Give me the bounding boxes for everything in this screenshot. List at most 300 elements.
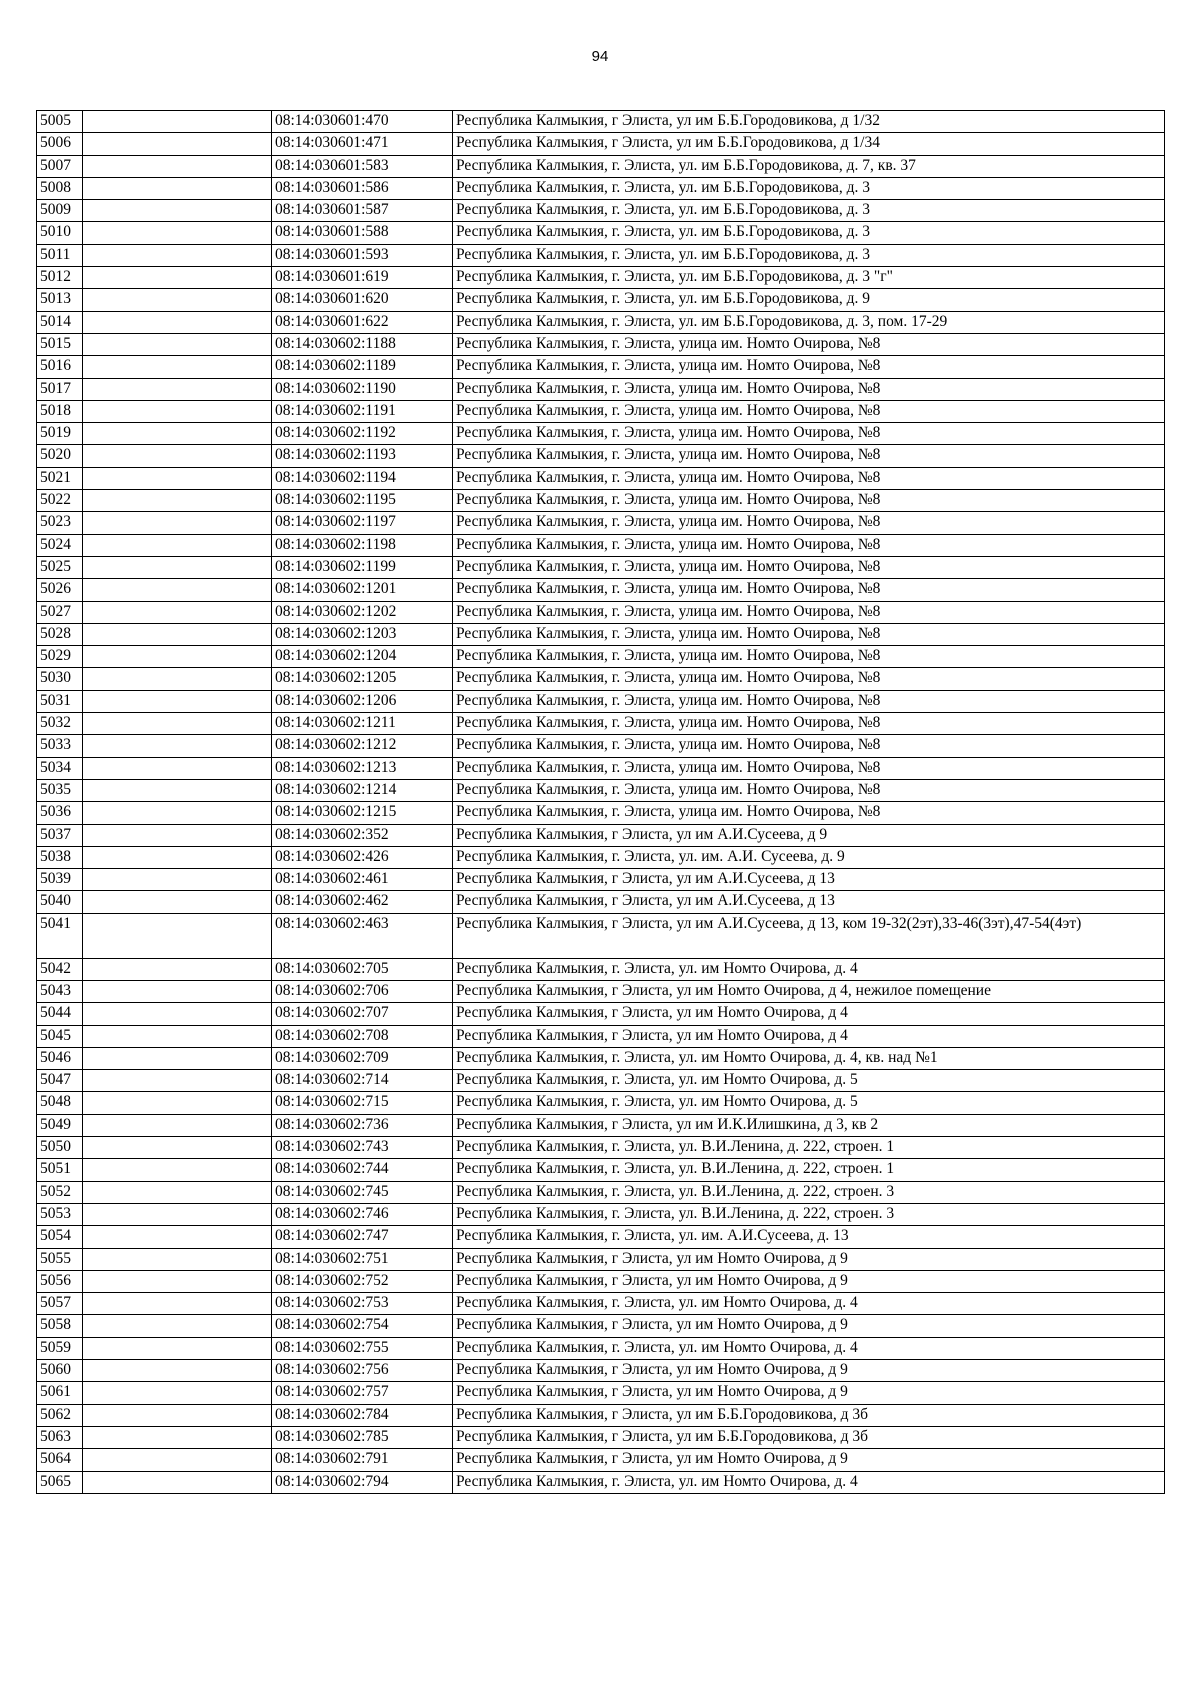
row-number-cell: 5027 <box>37 601 83 623</box>
cadastral-number-cell: 08:14:030602:753 <box>272 1293 453 1315</box>
cadastral-number-cell: 08:14:030601:620 <box>272 289 453 311</box>
cadastral-number-cell: 08:14:030602:707 <box>272 1003 453 1025</box>
table-row <box>37 869 1165 891</box>
row-number-cell: 5059 <box>37 1337 83 1359</box>
row-number-cell: 5035 <box>37 779 83 801</box>
address-cell: Республика Калмыкия, г. Элиста, ул. им Номто Очирова, д. 4 <box>453 1471 1165 1493</box>
address-cell: Республика Калмыкия, г. Элиста, ул. В.И.Ленина, д. 222, строен. 3 <box>453 1203 1165 1225</box>
row-blank-cell <box>83 1003 272 1025</box>
cadastral-number-cell: 08:14:030602:708 <box>272 1025 453 1047</box>
cadastral-number-cell: 08:14:030602:715 <box>272 1092 453 1114</box>
row-number-cell: 5034 <box>37 757 83 779</box>
table-row <box>37 1293 1165 1315</box>
cadastral-number-cell: 08:14:030602:756 <box>272 1360 453 1382</box>
cadastral-number-cell: 08:14:030602:1201 <box>272 579 453 601</box>
address-cell: Республика Калмыкия, г. Элиста, ул. им Номто Очирова, д. 4, кв. над №1 <box>453 1047 1165 1069</box>
address-cell: Республика Калмыкия, г Элиста, ул им А.И.Сусеева, д 13 <box>453 869 1165 891</box>
table-row <box>37 356 1165 378</box>
table-row <box>37 1382 1165 1404</box>
row-blank-cell <box>83 891 272 913</box>
cadastral-number-cell: 08:14:030602:736 <box>272 1114 453 1136</box>
row-blank-cell <box>83 267 272 289</box>
cadastral-number-cell: 08:14:030602:791 <box>272 1449 453 1471</box>
row-blank-cell <box>83 980 272 1002</box>
address-cell: Республика Калмыкия, г. Элиста, ул. им Б.Б.Городовикова, д. 3 <box>453 222 1165 244</box>
cadastral-number-cell: 08:14:030602:784 <box>272 1404 453 1426</box>
row-blank-cell <box>83 490 272 512</box>
row-blank-cell <box>83 646 272 668</box>
row-blank-cell <box>83 1404 272 1426</box>
table-row <box>37 623 1165 645</box>
row-blank-cell <box>83 200 272 222</box>
table-row <box>37 891 1165 913</box>
address-cell: Республика Калмыкия, г Элиста, ул им Б.Б.Городовикова, д 1/34 <box>453 133 1165 155</box>
address-cell: Республика Калмыкия, г. Элиста, улица им. Номто Очирова, №8 <box>453 556 1165 578</box>
table-row <box>37 512 1165 534</box>
address-cell: Республика Калмыкия, г. Элиста, улица им. Номто Очирова, №8 <box>453 333 1165 355</box>
cadastral-number-cell: 08:14:030602:747 <box>272 1226 453 1248</box>
row-number-cell: 5023 <box>37 512 83 534</box>
address-cell: Республика Калмыкия, г. Элиста, ул. им Номто Очирова, д. 4 <box>453 958 1165 980</box>
address-cell: Республика Калмыкия, г. Элиста, улица им. Номто Очирова, №8 <box>453 400 1165 422</box>
table-row <box>37 690 1165 712</box>
cadastral-number-cell: 08:14:030602:1192 <box>272 423 453 445</box>
cadastral-number-cell: 08:14:030602:1212 <box>272 735 453 757</box>
table-row <box>37 222 1165 244</box>
cadastral-number-cell: 08:14:030601:583 <box>272 155 453 177</box>
row-number-cell: 5056 <box>37 1270 83 1292</box>
row-blank-cell <box>83 579 272 601</box>
cadastral-number-cell: 08:14:030602:794 <box>272 1471 453 1493</box>
table-row <box>37 423 1165 445</box>
row-blank-cell <box>83 735 272 757</box>
address-cell: Республика Калмыкия, г. Элиста, улица им. Номто Очирова, №8 <box>453 802 1165 824</box>
row-number-cell: 5005 <box>37 111 83 133</box>
table-row <box>37 1159 1165 1181</box>
row-number-cell: 5051 <box>37 1159 83 1181</box>
row-number-cell: 5046 <box>37 1047 83 1069</box>
row-blank-cell <box>83 1159 272 1181</box>
cadastral-number-cell: 08:14:030602:785 <box>272 1426 453 1448</box>
cadastral-number-cell: 08:14:030602:1205 <box>272 668 453 690</box>
row-blank-cell <box>83 1092 272 1114</box>
cadastral-number-cell: 08:14:030602:757 <box>272 1382 453 1404</box>
address-cell: Республика Калмыкия, г Элиста, ул им Б.Б.Городовикова, д 3б <box>453 1404 1165 1426</box>
cadastral-number-cell: 08:14:030602:462 <box>272 891 453 913</box>
address-cell: Республика Калмыкия, г. Элиста, улица им. Номто Очирова, №8 <box>453 668 1165 690</box>
table-row <box>37 400 1165 422</box>
cadastral-number-cell: 08:14:030602:1188 <box>272 333 453 355</box>
cadastral-number-cell: 08:14:030602:1214 <box>272 779 453 801</box>
table-row <box>37 1404 1165 1426</box>
row-blank-cell <box>83 1293 272 1315</box>
row-blank-cell <box>83 556 272 578</box>
cadastral-number-cell: 08:14:030601:587 <box>272 200 453 222</box>
cadastral-number-cell: 08:14:030601:471 <box>272 133 453 155</box>
address-cell: Республика Калмыкия, г. Элиста, ул. им Б.Б.Городовикова, д. 3, пом. 17-29 <box>453 311 1165 333</box>
table-row <box>37 1471 1165 1493</box>
table-row <box>37 311 1165 333</box>
row-number-cell: 5033 <box>37 735 83 757</box>
row-blank-cell <box>83 1360 272 1382</box>
cadastral-number-cell: 08:14:030602:426 <box>272 846 453 868</box>
row-blank-cell <box>83 668 272 690</box>
row-number-cell: 5029 <box>37 646 83 668</box>
table-row <box>37 1181 1165 1203</box>
row-blank-cell <box>83 1248 272 1270</box>
table-row <box>37 846 1165 868</box>
cadastral-number-cell: 08:14:030602:752 <box>272 1270 453 1292</box>
address-cell: Республика Калмыкия, г. Элиста, улица им. Номто Очирова, №8 <box>453 601 1165 623</box>
table-row <box>37 200 1165 222</box>
row-blank-cell <box>83 356 272 378</box>
address-cell: Республика Калмыкия, г Элиста, ул им Номто Очирова, д 9 <box>453 1382 1165 1404</box>
address-cell: Республика Калмыкия, г. Элиста, ул. им Б.Б.Городовикова, д. 3 "г" <box>453 267 1165 289</box>
address-cell: Республика Калмыкия, г Элиста, ул им Б.Б.Городовикова, д 1/32 <box>453 111 1165 133</box>
row-blank-cell <box>83 757 272 779</box>
table-row <box>37 1337 1165 1359</box>
row-number-cell: 5061 <box>37 1382 83 1404</box>
cadastral-number-cell: 08:14:030602:1206 <box>272 690 453 712</box>
row-blank-cell <box>83 1181 272 1203</box>
row-number-cell: 5037 <box>37 824 83 846</box>
table-row <box>37 668 1165 690</box>
row-number-cell: 5018 <box>37 400 83 422</box>
address-cell: Республика Калмыкия, г. Элиста, улица им. Номто Очирова, №8 <box>453 713 1165 735</box>
cadastral-number-cell: 08:14:030602:1197 <box>272 512 453 534</box>
cadastral-number-cell: 08:14:030602:1194 <box>272 467 453 489</box>
row-number-cell: 5060 <box>37 1360 83 1382</box>
row-number-cell: 5047 <box>37 1070 83 1092</box>
row-number-cell: 5065 <box>37 1471 83 1493</box>
row-number-cell: 5014 <box>37 311 83 333</box>
row-number-cell: 5036 <box>37 802 83 824</box>
address-cell: Республика Калмыкия, г. Элиста, ул. В.И.Ленина, д. 222, строен. 3 <box>453 1181 1165 1203</box>
address-cell: Республика Калмыкия, г. Элиста, улица им. Номто Очирова, №8 <box>453 534 1165 556</box>
address-cell: Республика Калмыкия, г Элиста, ул им Номто Очирова, д 4 <box>453 1003 1165 1025</box>
table-row <box>37 779 1165 801</box>
row-blank-cell <box>83 177 272 199</box>
cadastral-number-cell: 08:14:030602:751 <box>272 1248 453 1270</box>
row-number-cell: 5057 <box>37 1293 83 1315</box>
row-blank-cell <box>83 111 272 133</box>
row-blank-cell <box>83 1471 272 1493</box>
row-blank-cell <box>83 779 272 801</box>
row-number-cell: 5050 <box>37 1137 83 1159</box>
row-number-cell: 5022 <box>37 490 83 512</box>
address-cell: Республика Калмыкия, г. Элиста, улица им. Номто Очирова, №8 <box>453 757 1165 779</box>
row-blank-cell <box>83 1070 272 1092</box>
row-number-cell: 5055 <box>37 1248 83 1270</box>
row-number-cell: 5024 <box>37 534 83 556</box>
address-cell: Республика Калмыкия, г. Элиста, ул. им Б.Б.Городовикова, д. 3 <box>453 200 1165 222</box>
row-number-cell: 5013 <box>37 289 83 311</box>
row-blank-cell <box>83 423 272 445</box>
cadastral-number-cell: 08:14:030602:1211 <box>272 713 453 735</box>
row-number-cell: 5048 <box>37 1092 83 1114</box>
table-row <box>37 1025 1165 1047</box>
row-number-cell: 5044 <box>37 1003 83 1025</box>
table-row <box>37 155 1165 177</box>
row-blank-cell <box>83 913 272 958</box>
row-blank-cell <box>83 1315 272 1337</box>
address-cell: Республика Калмыкия, г. Элиста, улица им. Номто Очирова, №8 <box>453 512 1165 534</box>
row-blank-cell <box>83 311 272 333</box>
row-number-cell: 5043 <box>37 980 83 1002</box>
address-cell: Республика Калмыкия, г. Элиста, улица им. Номто Очирова, №8 <box>453 735 1165 757</box>
row-number-cell: 5041 <box>37 913 83 958</box>
row-blank-cell <box>83 601 272 623</box>
row-number-cell: 5042 <box>37 958 83 980</box>
table-row <box>37 133 1165 155</box>
address-cell: Республика Калмыкия, г. Элиста, ул. В.И.Ленина, д. 222, строен. 1 <box>453 1159 1165 1181</box>
row-blank-cell <box>83 534 272 556</box>
address-cell: Республика Калмыкия, г. Элиста, ул. им Номто Очирова, д. 5 <box>453 1092 1165 1114</box>
table-row <box>37 378 1165 400</box>
row-blank-cell <box>83 1449 272 1471</box>
row-number-cell: 5011 <box>37 244 83 266</box>
table-row <box>37 913 1165 958</box>
row-blank-cell <box>83 690 272 712</box>
table-row <box>37 1137 1165 1159</box>
row-number-cell: 5049 <box>37 1114 83 1136</box>
table-row <box>37 601 1165 623</box>
row-number-cell: 5058 <box>37 1315 83 1337</box>
table-row <box>37 1092 1165 1114</box>
address-cell: Республика Калмыкия, г. Элиста, ул. им Б.Б.Городовикова, д. 9 <box>453 289 1165 311</box>
row-number-cell: 5040 <box>37 891 83 913</box>
cadastral-number-cell: 08:14:030601:619 <box>272 267 453 289</box>
row-number-cell: 5026 <box>37 579 83 601</box>
address-cell: Республика Калмыкия, г Элиста, ул им А.И.Сусеева, д 9 <box>453 824 1165 846</box>
property-registry-table <box>36 110 1165 1494</box>
table-row <box>37 177 1165 199</box>
row-number-cell: 5006 <box>37 133 83 155</box>
address-cell: Республика Калмыкия, г. Элиста, улица им. Номто Очирова, №8 <box>453 623 1165 645</box>
table-row <box>37 824 1165 846</box>
cadastral-number-cell: 08:14:030602:463 <box>272 913 453 958</box>
cadastral-number-cell: 08:14:030602:1191 <box>272 400 453 422</box>
table-row <box>37 646 1165 668</box>
address-cell: Республика Калмыкия, г. Элиста, ул. им Б.Б.Городовикова, д. 3 <box>453 177 1165 199</box>
table-row <box>37 556 1165 578</box>
cadastral-number-cell: 08:14:030601:593 <box>272 244 453 266</box>
row-blank-cell <box>83 445 272 467</box>
cadastral-number-cell: 08:14:030602:1203 <box>272 623 453 645</box>
row-blank-cell <box>83 512 272 534</box>
cadastral-number-cell: 08:14:030602:1190 <box>272 378 453 400</box>
cadastral-number-cell: 08:14:030601:470 <box>272 111 453 133</box>
row-number-cell: 5064 <box>37 1449 83 1471</box>
row-number-cell: 5063 <box>37 1426 83 1448</box>
cadastral-number-cell: 08:14:030602:1189 <box>272 356 453 378</box>
row-number-cell: 5054 <box>37 1226 83 1248</box>
cadastral-number-cell: 08:14:030601:622 <box>272 311 453 333</box>
row-number-cell: 5038 <box>37 846 83 868</box>
row-number-cell: 5009 <box>37 200 83 222</box>
table-row <box>37 244 1165 266</box>
row-number-cell: 5031 <box>37 690 83 712</box>
address-cell: Республика Калмыкия, г Элиста, ул им А.И.Сусеева, д 13 <box>453 891 1165 913</box>
table-row <box>37 490 1165 512</box>
address-cell: Республика Калмыкия, г. Элиста, ул. им Б.Б.Городовикова, д. 3 <box>453 244 1165 266</box>
row-blank-cell <box>83 1270 272 1292</box>
row-number-cell: 5062 <box>37 1404 83 1426</box>
row-number-cell: 5015 <box>37 333 83 355</box>
table-row <box>37 579 1165 601</box>
row-blank-cell <box>83 958 272 980</box>
cadastral-number-cell: 08:14:030602:1198 <box>272 534 453 556</box>
table-row <box>37 1360 1165 1382</box>
address-cell: Республика Калмыкия, г. Элиста, ул. им. А.И.Сусеева, д. 13 <box>453 1226 1165 1248</box>
row-blank-cell <box>83 1426 272 1448</box>
address-cell: Республика Калмыкия, г. Элиста, ул. им Номто Очирова, д. 5 <box>453 1070 1165 1092</box>
row-blank-cell <box>83 1203 272 1225</box>
row-number-cell: 5008 <box>37 177 83 199</box>
table-row <box>37 980 1165 1002</box>
address-cell: Республика Калмыкия, г Элиста, ул им Номто Очирова, д 9 <box>453 1449 1165 1471</box>
cadastral-number-cell: 08:14:030602:706 <box>272 980 453 1002</box>
row-blank-cell <box>83 802 272 824</box>
cadastral-number-cell: 08:14:030602:1199 <box>272 556 453 578</box>
table-row <box>37 1203 1165 1225</box>
table-row <box>37 1449 1165 1471</box>
table-row <box>37 445 1165 467</box>
table-row <box>37 735 1165 757</box>
row-number-cell: 5020 <box>37 445 83 467</box>
cadastral-number-cell: 08:14:030602:1215 <box>272 802 453 824</box>
cadastral-number-cell: 08:14:030601:586 <box>272 177 453 199</box>
address-cell: Республика Калмыкия, г Элиста, ул им Номто Очирова, д 9 <box>453 1315 1165 1337</box>
table-row <box>37 467 1165 489</box>
row-blank-cell <box>83 824 272 846</box>
row-blank-cell <box>83 1047 272 1069</box>
cadastral-number-cell: 08:14:030602:1193 <box>272 445 453 467</box>
table-row <box>37 534 1165 556</box>
row-blank-cell <box>83 133 272 155</box>
row-blank-cell <box>83 1114 272 1136</box>
row-blank-cell <box>83 289 272 311</box>
row-blank-cell <box>83 400 272 422</box>
table-row <box>37 1226 1165 1248</box>
row-blank-cell <box>83 155 272 177</box>
row-number-cell: 5007 <box>37 155 83 177</box>
address-cell: Республика Калмыкия, г Элиста, ул им Номто Очирова, д 4 <box>453 1025 1165 1047</box>
cadastral-number-cell: 08:14:030602:743 <box>272 1137 453 1159</box>
registry-body <box>37 111 1165 1494</box>
cadastral-number-cell: 08:14:030602:352 <box>272 824 453 846</box>
table-row <box>37 713 1165 735</box>
table-row <box>37 333 1165 355</box>
row-blank-cell <box>83 1337 272 1359</box>
row-number-cell: 5045 <box>37 1025 83 1047</box>
cadastral-number-cell: 08:14:030602:744 <box>272 1159 453 1181</box>
row-number-cell: 5010 <box>37 222 83 244</box>
address-cell: Республика Калмыкия, г. Элиста, улица им. Номто Очирова, №8 <box>453 690 1165 712</box>
cadastral-number-cell: 08:14:030602:745 <box>272 1181 453 1203</box>
address-cell: Республика Калмыкия, г Элиста, ул им Б.Б.Городовикова, д 3б <box>453 1426 1165 1448</box>
row-number-cell: 5028 <box>37 623 83 645</box>
row-number-cell: 5032 <box>37 713 83 735</box>
row-number-cell: 5017 <box>37 378 83 400</box>
address-cell: Республика Калмыкия, г Элиста, ул им Номто Очирова, д 9 <box>453 1248 1165 1270</box>
table-row <box>37 1426 1165 1448</box>
table-row <box>37 1248 1165 1270</box>
table-row <box>37 1047 1165 1069</box>
address-cell: Республика Калмыкия, г. Элиста, улица им. Номто Очирова, №8 <box>453 490 1165 512</box>
row-blank-cell <box>83 846 272 868</box>
row-blank-cell <box>83 467 272 489</box>
row-number-cell: 5052 <box>37 1181 83 1203</box>
cadastral-number-cell: 08:14:030602:1213 <box>272 757 453 779</box>
cadastral-number-cell: 08:14:030602:1202 <box>272 601 453 623</box>
row-blank-cell <box>83 378 272 400</box>
cadastral-number-cell: 08:14:030602:1195 <box>272 490 453 512</box>
address-cell: Республика Калмыкия, г. Элиста, улица им. Номто Очирова, №8 <box>453 356 1165 378</box>
cadastral-number-cell: 08:14:030601:588 <box>272 222 453 244</box>
address-cell: Республика Калмыкия, г. Элиста, ул. В.И.Ленина, д. 222, строен. 1 <box>453 1137 1165 1159</box>
table-row <box>37 1070 1165 1092</box>
address-cell: Республика Калмыкия, г Элиста, ул им А.И.Сусеева, д 13, ком 19-32(2эт),33-46(3эт),47-54(4эт) <box>453 913 1165 958</box>
row-number-cell: 5021 <box>37 467 83 489</box>
row-blank-cell <box>83 244 272 266</box>
address-cell: Республика Калмыкия, г. Элиста, улица им. Номто Очирова, №8 <box>453 579 1165 601</box>
row-blank-cell <box>83 713 272 735</box>
table-row <box>37 267 1165 289</box>
row-number-cell: 5016 <box>37 356 83 378</box>
address-cell: Республика Калмыкия, г. Элиста, улица им. Номто Очирова, №8 <box>453 646 1165 668</box>
address-cell: Республика Калмыкия, г. Элиста, ул. им Номто Очирова, д. 4 <box>453 1293 1165 1315</box>
table-row <box>37 1114 1165 1136</box>
cadastral-number-cell: 08:14:030602:755 <box>272 1337 453 1359</box>
cadastral-number-cell: 08:14:030602:461 <box>272 869 453 891</box>
page-number: 94 <box>591 48 609 65</box>
address-cell: Республика Калмыкия, г Элиста, ул им Номто Очирова, д 4, нежилое помещение <box>453 980 1165 1002</box>
cadastral-number-cell: 08:14:030602:1204 <box>272 646 453 668</box>
row-blank-cell <box>83 333 272 355</box>
row-blank-cell <box>83 1025 272 1047</box>
address-cell: Республика Калмыкия, г. Элиста, улица им. Номто Очирова, №8 <box>453 423 1165 445</box>
table-row <box>37 289 1165 311</box>
address-cell: Республика Калмыкия, г. Элиста, улица им. Номто Очирова, №8 <box>453 378 1165 400</box>
row-blank-cell <box>83 222 272 244</box>
row-blank-cell <box>83 869 272 891</box>
address-cell: Республика Калмыкия, г. Элиста, улица им. Номто Очирова, №8 <box>453 467 1165 489</box>
row-number-cell: 5053 <box>37 1203 83 1225</box>
table-row <box>37 1270 1165 1292</box>
row-blank-cell <box>83 1382 272 1404</box>
cadastral-number-cell: 08:14:030602:709 <box>272 1047 453 1069</box>
address-cell: Республика Калмыкия, г Элиста, ул им И.К.Илишкина, д 3, кв 2 <box>453 1114 1165 1136</box>
address-cell: Республика Калмыкия, г. Элиста, ул. им. А.И. Сусеева, д. 9 <box>453 846 1165 868</box>
cadastral-number-cell: 08:14:030602:746 <box>272 1203 453 1225</box>
address-cell: Республика Калмыкия, г. Элиста, улица им. Номто Очирова, №8 <box>453 779 1165 801</box>
address-cell: Республика Калмыкия, г Элиста, ул им Номто Очирова, д 9 <box>453 1270 1165 1292</box>
address-cell: Республика Калмыкия, г. Элиста, ул. им Б.Б.Городовикова, д. 7, кв. 37 <box>453 155 1165 177</box>
table-row <box>37 958 1165 980</box>
row-blank-cell <box>83 1137 272 1159</box>
row-number-cell: 5030 <box>37 668 83 690</box>
row-number-cell: 5012 <box>37 267 83 289</box>
row-blank-cell <box>83 623 272 645</box>
row-number-cell: 5019 <box>37 423 83 445</box>
cadastral-number-cell: 08:14:030602:705 <box>272 958 453 980</box>
table-row <box>37 802 1165 824</box>
address-cell: Республика Калмыкия, г. Элиста, улица им. Номто Очирова, №8 <box>453 445 1165 467</box>
row-blank-cell <box>83 1226 272 1248</box>
table-row <box>37 757 1165 779</box>
table-row <box>37 1315 1165 1337</box>
